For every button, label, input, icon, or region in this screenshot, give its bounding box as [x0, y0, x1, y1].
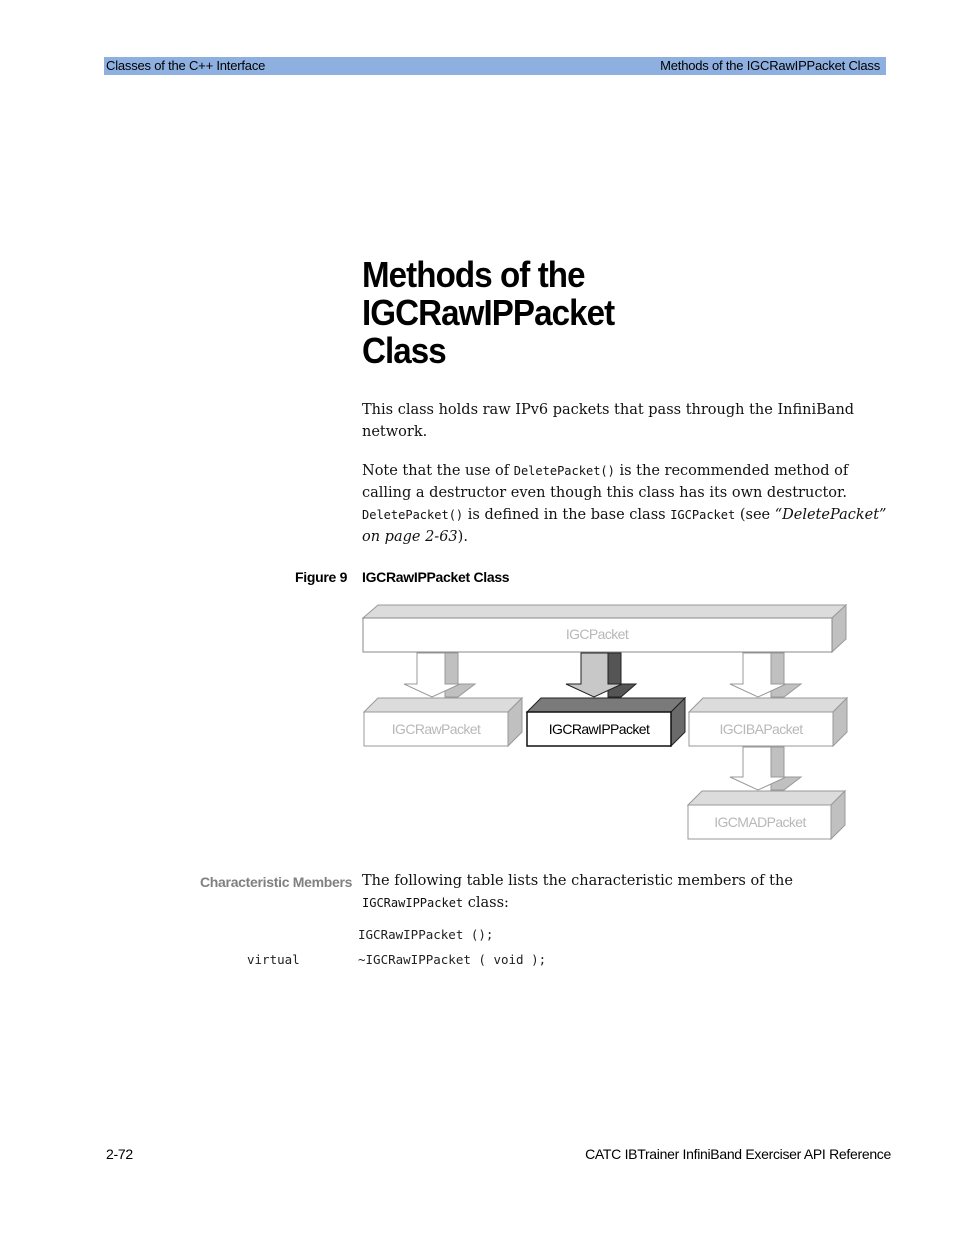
arrow-to-igcrawpacket	[404, 653, 475, 697]
header-chapter-title: Methods of the IGCRawIPPacket Class	[660, 58, 880, 73]
p2-text-d: (see	[735, 507, 775, 523]
p2-code-deletepacket: DeletePacket()	[513, 464, 615, 478]
p2-text-c: is defined in the base class	[463, 507, 671, 523]
p2-text-b: is the recommended method of calling a destructor even though this class has its own destructor.	[362, 463, 849, 501]
member-row-2-qualifier: virtual	[247, 952, 300, 967]
figure-number: Figure 9	[295, 569, 348, 585]
box-igcrawpacket-label: IGCRawPacket	[391, 721, 481, 737]
box-igcrawpacket	[364, 698, 522, 746]
side-heading-characteristic-members: Characteristic Members	[200, 874, 353, 890]
arrow-to-igcrawippacket	[566, 653, 636, 697]
page-title-line2: Class	[362, 330, 446, 371]
p2-text-e: ).	[457, 529, 468, 545]
box-igcibapacket	[689, 698, 847, 746]
box-igcpacket	[363, 605, 846, 652]
box-igcmadpacket	[688, 791, 845, 839]
members-intro	[362, 870, 887, 914]
p2-code-igcpacket: IGCPacket	[670, 508, 736, 522]
arrow-to-igcmadpacket	[730, 747, 801, 790]
p2-cross-reference[interactable]: “DeletePacket” on page 2-63	[362, 507, 887, 545]
member-row-1-signature: IGCRawIPPacket ();	[358, 927, 494, 942]
arrow-to-igcibapacket	[730, 653, 801, 697]
figure-caption: IGCRawIPPacket Class	[362, 569, 510, 585]
box-igcrawippacket-label: IGCRawIPPacket	[548, 721, 650, 737]
footer-page-number: 2-72	[106, 1146, 133, 1162]
box-igcpacket-label: IGCPacket	[565, 626, 629, 642]
member-row-2-signature: ~IGCRawIPPacket ( void );	[358, 952, 547, 967]
intro-paragraph-1: This class holds raw IPv6 packets that pass through the InfiniBand network.	[362, 402, 855, 440]
members-intro-code: IGCRawIPPacket	[362, 896, 464, 910]
box-igcrawippacket	[527, 698, 685, 746]
box-igcmadpacket-label: IGCMADPacket	[714, 814, 806, 830]
header-section-title: Classes of the C++ Interface	[106, 58, 266, 73]
members-intro-a: The following table lists the characteristic members of the	[362, 873, 793, 889]
members-intro-b: class:	[463, 895, 509, 911]
page-title-line1: Methods of the IGCRawIPPacket	[362, 254, 615, 333]
p2-text-a: Note that the use of	[362, 463, 514, 479]
footer-book-title: CATC IBTrainer InfiniBand Exerciser API Reference	[585, 1146, 891, 1162]
box-igcibapacket-label: IGCIBAPacket	[719, 721, 803, 737]
p2-code-deletepacket-2: DeletePacket()	[362, 508, 464, 522]
